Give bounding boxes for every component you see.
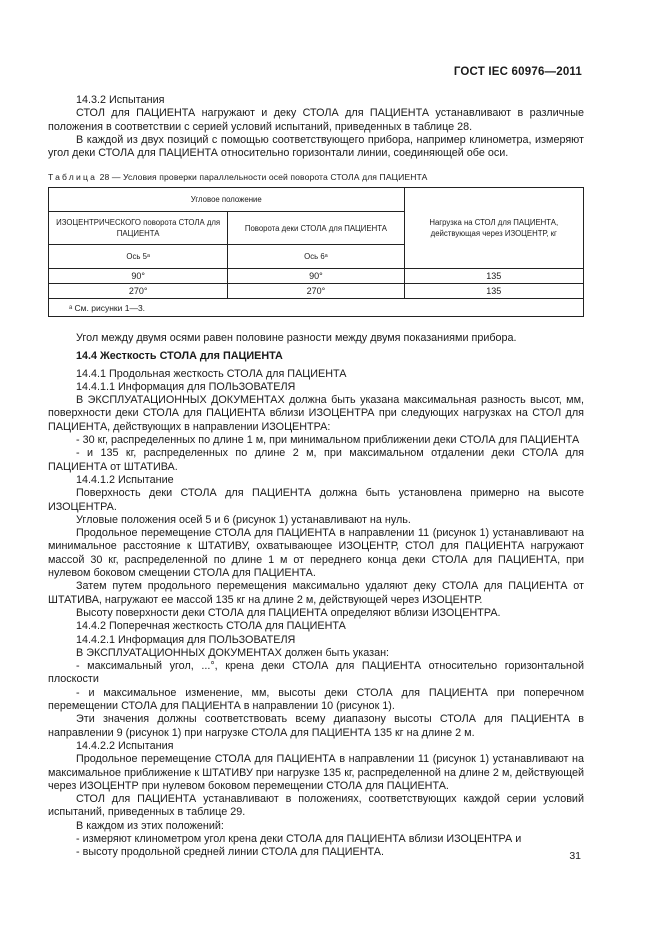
paragraph: В ЭКСПЛУАТАЦИОННЫХ ДОКУМЕНТАХ должна быть указана максимальная разность высот, мм, поверхности деки СТОЛА для ПАЦИЕНТА вблизи ИЗОЦЕНТРА при следующих нагрузках на СТОЛ для ПАЦИЕНТА, действующих в направлении ИЗОЦЕНТРА: [48, 394, 584, 433]
table-cell: 90° [228, 269, 404, 284]
paragraph: В ЭКСПЛУАТАЦИОННЫХ ДОКУМЕНТАХ должен быть указан: [76, 646, 390, 659]
table-group-header: Угловое положение [49, 188, 405, 212]
heading-14-4-2: 14.4.2 Поперечная жесткость СТОЛА для ПАЦИЕНТА [76, 620, 346, 633]
list-item: - измеряют клинометром угол крена деки СТОЛА для ПАЦИЕНТА вблизи ИЗОЦЕНТРА и [76, 832, 522, 845]
section-14-4 [48, 332, 584, 860]
paragraph: Угловые положения осей 5 и 6 (рисунок 1) устанавливают на нуль. [76, 513, 411, 526]
paragraph: СТОЛ для ПАЦИЕНТА устанавливают в положениях, соответствующих каждой серии условий испытаний, приведенных в таблице 29. [48, 793, 584, 819]
table-col3-header: Нагрузка на СТОЛ для ПАЦИЕНТА, действующая через ИЗОЦЕНТР, кг [404, 188, 584, 269]
table-axis-6: Ось 6ᵃ [228, 245, 404, 269]
table-row [49, 269, 584, 284]
table-cell: 135 [404, 284, 584, 299]
paragraph: В каждом из этих положений: [76, 819, 224, 832]
list-item: - максимальный угол, ...°, крена деки СТОЛА для ПАЦИЕНТА относительно горизонтальной плоскости [48, 660, 584, 686]
table-row [49, 284, 584, 299]
paragraph: Высоту поверхности деки СТОЛА для ПАЦИЕНТА определяют вблизи ИЗОЦЕНТРА. [76, 606, 501, 619]
list-item: - высоту продольной средней линии СТОЛА для ПАЦИЕНТА. [76, 846, 384, 859]
heading-14-3-2: 14.3.2 Испытания [76, 94, 165, 106]
table-cell: 270° [49, 284, 228, 299]
paragraph: В каждой из двух позиций с помощью соответствующего прибора, например клинометра, измеряют угол деки СТОЛА для ПАЦИЕНТА относительно горизонтали линии, соединяющей обе оси. [48, 133, 584, 160]
paragraph: Угол между двумя осями равен половине разности между двумя показаниями прибора. [76, 332, 517, 344]
paragraph: Затем путем продольного перемещения максимально удаляют деку СТОЛА для ПАЦИЕНТА от ШТАТИВА, нагружают ее массой 135 кг на длине 2 м, действующей через ИЗОЦЕНТР. [48, 580, 584, 606]
paragraph: Продольное перемещение СТОЛА для ПАЦИЕНТА в направлении 11 (рисунок 1) устанавливают на максимальное приближение к ШТАТИВУ при нагрузке 135 кг, распределенной на длине 2 м, действующей через ИЗОЦЕНТР при нулевом боковом перемещении СТОЛА для ПАЦИЕНТА. [48, 753, 584, 792]
heading-14-4-2-1: 14.4.2.1 Информация для ПОЛЬЗОВАТЕЛЯ [76, 633, 296, 646]
heading-14-4-2-2: 14.4.2.2 Испытания [76, 739, 174, 752]
list-item: - и максимальное изменение, мм, высоты деки СТОЛА для ПАЦИЕНТА при поперечном перемещении СТОЛА для ПАЦИЕНТА в направлении 10 (рисунок 1). [48, 686, 584, 713]
paragraph: Эти значения должны соответствовать всему диапазону высоты СТОЛА для ПАЦИЕНТА в направлении 9 (рисунок 1) при нагрузке СТОЛА для ПАЦИЕНТА 135 кг на длине 2 м. [48, 713, 584, 739]
paragraph: Поверхность деки СТОЛА для ПАЦИЕНТА должна быть установлена примерно на высоте ИЗОЦЕНТРА. [48, 487, 584, 513]
paragraph: Продольное перемещение СТОЛА для ПАЦИЕНТА в направлении 11 (рисунок 1) устанавливают на минимальное расстояние к ШТАТИВУ, охватывающее ИЗОЦЕНТР, СТОЛ для ПАЦИЕНТА нагружают массой 30 кг, распределенной по длине 1 м от переднего конца деки СТОЛА для ПАЦИЕНТА, при нулевом боковом смещении СТОЛА для ПАЦИЕНТА. [48, 527, 584, 580]
heading-14-4-1-2: 14.4.1.2 Испытание [76, 473, 174, 486]
table-caption-text: 28 — Условия проверки параллельности осей поворота СТОЛА для ПАЦИЕНТА [97, 172, 428, 182]
table-col2-header: Поворота деки СТОЛА для ПАЦИЕНТА [228, 212, 404, 245]
table-cell: 135 [404, 269, 584, 284]
table-footnote: ᵃ См. рисунки 1—3. [49, 299, 584, 317]
page-number: 31 [569, 850, 581, 862]
table-caption-label: Таблица [48, 172, 98, 182]
heading-14-4: 14.4 Жесткость СТОЛА для ПАЦИЕНТА [76, 350, 283, 363]
paragraph: СТОЛ для ПАЦИЕНТА нагружают и деку СТОЛА для ПАЦИЕНТА устанавливают в различные положения в соответствии с серией условий испытаний, приведенных в таблице 28. [48, 107, 584, 133]
table-28 [48, 187, 584, 317]
document-code: ГОСТ IEC 60976—2011 [453, 66, 582, 78]
list-item: - 30 кг, распределенных по длине 1 м, при минимальном приближении деки СТОЛА для ПАЦИЕНТА [76, 434, 580, 447]
table-cell: 270° [228, 284, 404, 299]
table-col1-header: ИЗОЦЕНТРИЧЕСКОГО поворота СТОЛА для ПАЦИЕНТА [49, 212, 228, 245]
table-axis-5: Ось 5ᵃ [49, 245, 228, 269]
table-cell: 90° [49, 269, 228, 284]
heading-14-4-1: 14.4.1 Продольная жесткость СТОЛА для ПАЦИЕНТА [76, 367, 347, 380]
list-item: - и 135 кг, распределенных по длине 2 м, при максимальном отдалении деки СТОЛА для ПАЦИЕНТА от ШТАТИВА. [48, 447, 584, 473]
table-28-caption [48, 172, 588, 182]
section-14-3-2 [48, 94, 584, 160]
heading-14-4-1-1: 14.4.1.1 Информация для ПОЛЬЗОВАТЕЛЯ [76, 380, 296, 393]
